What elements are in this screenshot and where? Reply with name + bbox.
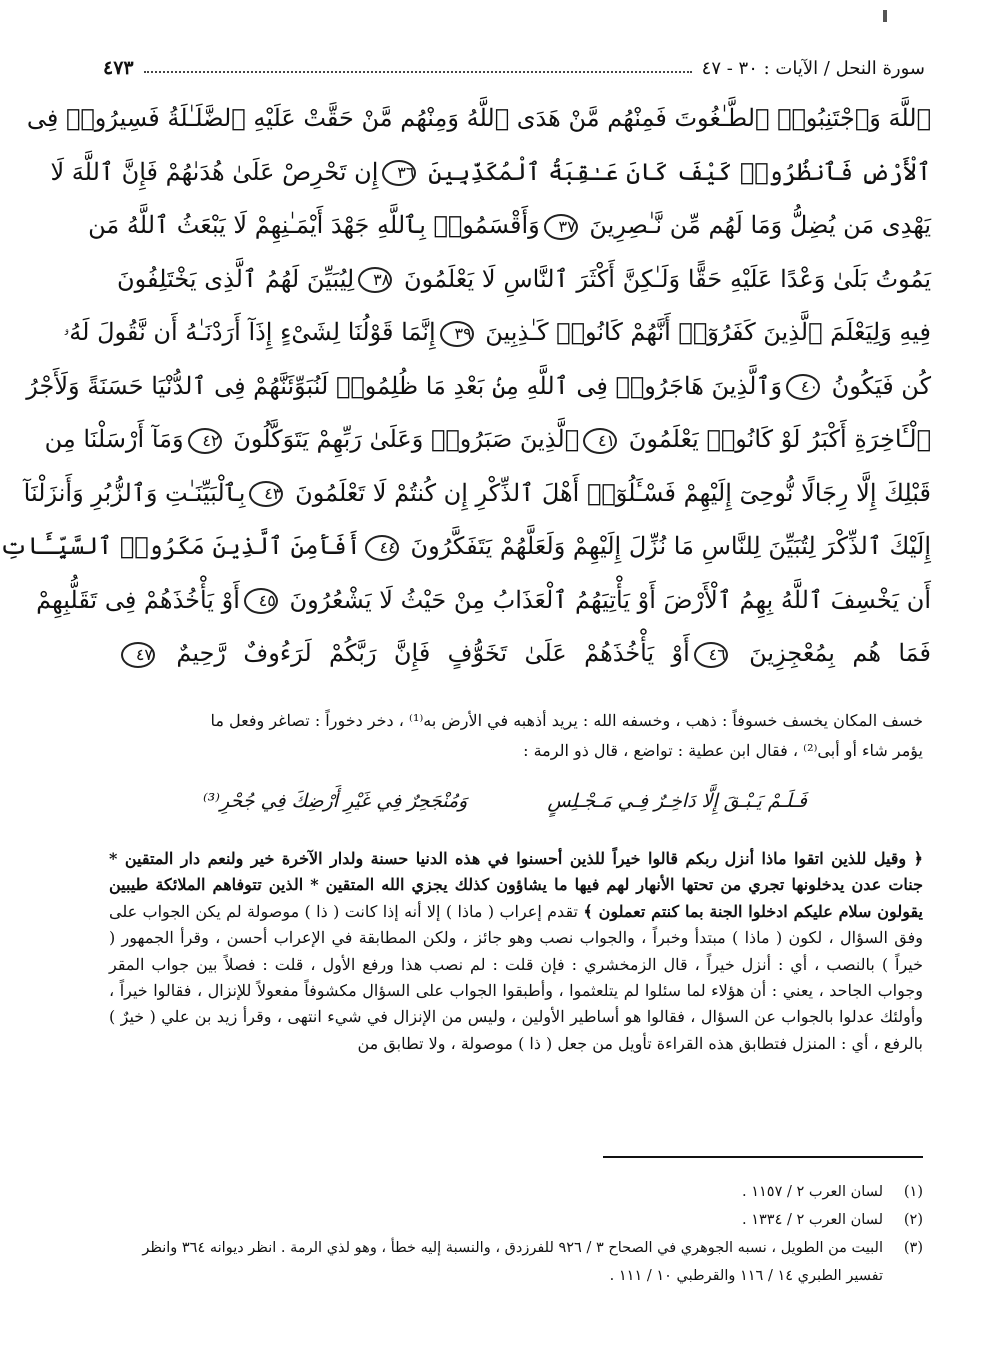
quran-text: يَهْدِى مَن يُضِلُّ وَمَا لَهُم مِّن نَّـٰصِرِينَ (581, 211, 931, 239)
surah-label: سورة النحل / الآيات : ٣٠ - ٤٧ (701, 57, 925, 79)
quran-text: بِٱلْبَيِّنَـٰتِ وَٱلزُّبُرِ وَأَنزَلْنَآ (23, 478, 246, 507)
ayah-number-marker: ٣٦ (382, 160, 416, 186)
ayah-number-marker: ٣٨ (358, 267, 392, 293)
ayah-number-marker: ٤٠ (786, 374, 820, 400)
quran-text: إِنَّمَا قَوْلُنَا لِشَىْءٍ إِذَآ أَرَدْنَـٰهُ أَن نَّقُولَ لَهُۥ (63, 318, 436, 346)
quran-text: فَمَا هُم بِمُعْجِزِينَ (731, 639, 931, 667)
commentary-explanation: تقدم إعراب ( ماذا ) إلا أنه إذا كانت ( ذا ) موصولة لم يكن الجواب على وفق السؤال ، لكون ( ماذا ) مبتدأ وخبراً ، والجواب نصب وهو جائز ، ولكن المطابقة في الإعراب أحسن ، وقرأ الجمهور ( خيراً ) بالنصب ، أي : أنزل خيراً ، قال الزمخشري : فإن قلت : لم نصب هذا ورفع الأول ، قلت : فصلاً بين جواب المقر وجواب الجاحد ، يعني : أن هؤلاء لما سئلوا لم يتلعثموا ، وأطبقوا الجواب على السؤال مكشوفاً مفعولاً للإنزال ، فقالوا خيراً ، وأولئك عدلوا بالجواب عن السؤال ، فقالوا هو أساطير الأولين ، وليس من الإنزال في شيء انتهى ، وقرأ زيد بن علي ( خيرٌ ) بالرفع ، أي : المنزل فتطابق هذه القراءة تأويل من جعل ( ذا ) موصولة ، ولا تطابق من (109, 901, 924, 1053)
vocab-line-2: يؤمر شاء أو أبى⁽²⁾ ، فقال ابن عطية : تواضع ، قال ذو الرمة : (523, 741, 923, 760)
footnote-divider (603, 1156, 923, 1158)
quran-text: لِيُبَيِّنَ لَهُمُ ٱلَّذِى يَخْتَلِفُونَ (117, 264, 355, 293)
quran-text: وَمَآ أَرْسَلْنَا مِن (44, 425, 184, 453)
vocabulary-note (109, 706, 923, 766)
poetry-verse (203, 790, 807, 812)
quran-text: أَفَأَمِنَ ٱلَّذِينَ مَكَرُوا۟ ٱلسَّيِّـَٔاتِ (0, 532, 361, 560)
ayah-number-marker: ٤٥ (244, 588, 278, 614)
poem-first-hemistich: فَـلَـمْ يَـبْـقَ إِلَّا دَاخِـرٌ فِـي مَـجْـلِسٍ (547, 790, 807, 812)
quran-line (23, 467, 931, 521)
quran-text: كُن فَيَكُونُ (824, 371, 931, 400)
footnote-item (109, 1206, 923, 1234)
footnote-number: (٢) (903, 1212, 923, 1228)
vocab-line-1: خسف المكان يخسف خسوفاً : ذهب ، وخسفه الله : يريد أذهبه في الأرض به⁽¹⁾ ، دخر دخوراً : تصاغر وفعل ما (210, 711, 923, 730)
quran-line (44, 413, 931, 467)
commentary-paragraph (109, 846, 923, 1057)
quran-text: ٱلَّذِينَ صَبَرُوا۟ وَعَلَىٰ رَبِّهِمْ يَتَوَكَّلُونَ (225, 425, 580, 453)
quran-text-block (0, 92, 931, 681)
footnote-text: البيت من الطويل ، نسبه الجوهري في الصحاح ٣ / ٩٢٦ للفرزدق ، والنسبة إليه خطأ ، وهو لذي الرمة . انظر ديوانه ٣٦٤ وانظر تفسير الطبري ١٤ / ١١٦ والقرطبي ١٠ / ١١١ . (142, 1240, 883, 1284)
quran-line (117, 253, 931, 307)
quran-text: إِن تَحْرِصْ عَلَىٰ هُدَىٰهُمْ فَإِنَّ ٱللَّهَ لَا (50, 157, 379, 186)
ayah-number-marker: ٣٩ (440, 321, 474, 347)
quran-line (50, 146, 931, 200)
commentary-quoted-verse: ﴿ وقيل للذين اتقوا ماذا أنزل ربكم قالوا خيراً للذين أحسنوا في هذه الدنيا حسنة ولدار الآخرة خير ولنعم دار المتقين * جنات عدن يدخلونها تجري من تحتها الأنهار لهم فيها ما يشاؤون كذلك يجزي الله المتقين * الذين تتوفاهم الملائكة طيبين يقولون سلام عليكم ادخلوا الجنة بما كنتم تعملون ﴾ (109, 849, 924, 921)
quran-text: يَمُوتُ بَلَىٰ وَعْدًا عَلَيْهِ حَقًّا وَلَـٰكِنَّ أَكْثَرَ ٱلنَّاسِ لَا يَعْلَمُونَ (396, 264, 931, 293)
quran-line (88, 199, 931, 253)
footnote-number: (٣) (903, 1240, 923, 1256)
quran-text: ٱللَّهَ وَٱجْتَنِبُوا۟ ٱلطَّـٰغُوتَ فَمِنْهُم مَّنْ هَدَى ٱللَّهُ وَمِنْهُم مَّنْ حَقَّتْ عَلَيْهِ ٱلضَّلَـٰلَةُ فَسِيرُوا۟ فِى (26, 104, 931, 132)
quran-text: إِلَيْكَ ٱلذِّكْرَ لِتُبَيِّنَ لِلنَّاسِ مَا نُزِّلَ إِلَيْهِمْ وَلَعَلَّهُمْ يَتَفَكَّرُونَ (402, 532, 931, 560)
footnote-item (109, 1234, 923, 1290)
ayah-number-marker: ٣٧ (544, 214, 578, 240)
quran-line (26, 360, 931, 414)
ayah-number-marker: ٤٧ (121, 642, 155, 668)
quran-text: أَن يَخْسِفَ ٱللَّهُ بِهِمُ ٱلْأَرْضَ أَوْ يَأْتِيَهُمُ ٱلْعَذَابُ مِنْ حَيْثُ لَا يَشْعُرُونَ (281, 585, 931, 614)
quran-text: أَوْ يَأْخُذَهُمْ عَلَىٰ تَخَوُّفٍ فَإِنَّ رَبَّكُمْ لَرَءُوفٌ رَّحِيمٌ (159, 639, 690, 667)
quran-line (26, 92, 931, 146)
quran-text: وَٱلَّذِينَ هَاجَرُوا۟ فِى ٱللَّهِ مِنۢ بَعْدِ مَا ظُلِمُوا۟ لَنُبَوِّئَنَّهُمْ فِى ٱلدُّنْيَا حَسَنَةً وَلَأَجْرُ (26, 371, 783, 400)
footnote-number: (١) (903, 1184, 923, 1200)
quran-line (0, 520, 931, 574)
ayah-number-marker: ٤٢ (188, 428, 222, 454)
quran-text: ٱلْـَٔاخِرَةِ أَكْبَرُ لَوْ كَانُوا۟ يَعْلَمُونَ (621, 425, 931, 453)
quran-line (63, 306, 931, 360)
ayah-number-marker: ٤١ (583, 428, 617, 454)
footnotes (109, 1178, 923, 1290)
ayah-number-marker: ٤٦ (694, 642, 728, 668)
quran-line (117, 627, 931, 681)
footnote-text: لسان العرب ٢ / ١١٥٧ . (741, 1184, 883, 1200)
quran-text: قَبْلِكَ إِلَّا رِجَالًا نُّوحِىٓ إِلَيْهِمْ فَسْـَٔلُوٓا۟ أَهْلَ ٱلذِّكْرِ إِن كُنتُمْ لَا تَعْلَمُونَ (287, 478, 931, 507)
page-number: ٤٧٣ (103, 57, 134, 79)
quran-text: وَأَقْسَمُوا۟ بِٱللَّهِ جَهْدَ أَيْمَـٰنِهِمْ لَا يَبْعَثُ ٱللَّهُ مَن (88, 211, 540, 239)
page-edge-mark (883, 10, 887, 22)
quran-text: فِيهِ وَلِيَعْلَمَ ٱلَّذِينَ كَفَرُوٓا۟ أَنَّهُمْ كَانُوا۟ كَـٰذِبِينَ (477, 318, 931, 346)
footnote-text: لسان العرب ٢ / ١٣٣٤ . (741, 1212, 883, 1228)
quran-text: أَوْ يَأْخُذَهُمْ فِى تَقَلُّبِهِمْ (36, 585, 240, 614)
quran-text: ٱلْأَرْضِ فَٱنظُرُوا۟ كَيْفَ كَانَ عَـٰقِبَةُ ٱلْمُكَذِّبِينَ (420, 157, 931, 186)
quran-line (36, 574, 931, 628)
header-dotted-leader (144, 71, 692, 73)
poem-second-hemistich: وَمُنْجَحِرٌ فِي غَيْرِ أَرْضِكَ فِي جُحْرِ⁽³⁾ (203, 790, 468, 812)
footnote-item (109, 1178, 923, 1206)
ayah-number-marker: ٤٣ (249, 481, 283, 507)
running-header (103, 52, 925, 84)
ayah-number-marker: ٤٤ (365, 535, 399, 561)
